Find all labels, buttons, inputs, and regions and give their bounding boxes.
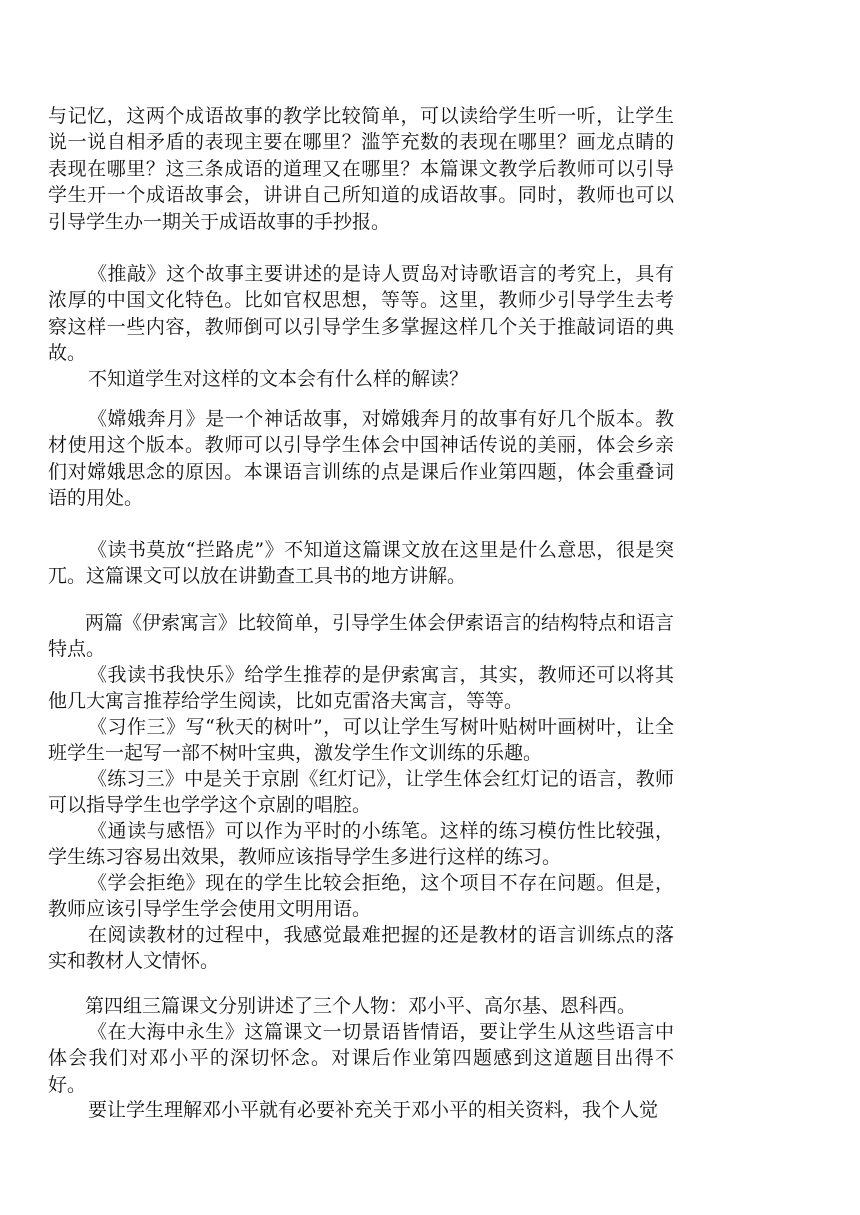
paragraph-reading-tiger: 《读书莫放“拦路虎”》不知道这篇课文放在这里是什么意思，很是突兀。这篇课文可以放在讲勤查工具书的地方讲解。 <box>48 539 674 588</box>
paragraph-practice-three: 《练习三》中是关于京剧《红灯记》，让学生体会红灯记的语言，教师可以指导学生也学学这个京剧的唱腔。 <box>48 768 674 817</box>
paragraph-idiom-stories: 与记忆，这两个成语故事的教学比较简单，可以读给学生听一听，让学生说一说自相矛盾的表现主要在哪里？滥竽充数的表现在哪里？画龙点睛的表现在哪里？这三条成语的道理又在哪里？本篇课文教学后教师可以引导学生开一个成语故事会，讲讲自己所知道的成语故事。同时，教师也可以引导学生办一期关于成语故事的手抄报。 <box>48 105 674 233</box>
paragraph-learn-to-refuse: 《学会拒绝》现在的学生比较会拒绝，这个项目不存在问题。但是，教师应该引导学生学会使用文明用语。 <box>48 872 674 921</box>
paragraph-eternal-sea: 《在大海中永生》这篇课文一切景语皆情语，要让学生从这些语言中体会我们对邓小平的深切怀念。对课后作业第四题感到这道题目出得不好。 <box>48 1021 674 1096</box>
paragraph-aesop-fables: 两篇《伊索寓言》比较简单，引导学生体会伊索语言的结构特点和语言特点。 <box>48 612 675 661</box>
paragraph-chang-e: 《嫦娥奔月》是一个神话故事，对嫦娥奔月的故事有好几个版本。教材使用这个版本。教师可以引导学生体会中国神话传说的美丽，体会乡亲们对嫦娥思念的原因。本课语言训练的点是课后作业第四题，体会重叠词语的用处。 <box>48 408 674 510</box>
paragraph-group-four: 第四组三篇课文分别讲述了三个人物：邓小平、高尔基、恩科西。 <box>85 995 637 1017</box>
paragraph-reading-happiness: 《我读书我快乐》给学生推荐的是伊索寓言，其实，教师还可以将其他几大寓言推荐给学生阅读，比如克雷洛夫寓言，等等。 <box>48 664 674 713</box>
paragraph-deng-xiaoping-materials: 要让学生理解邓小平就有必要补充关于邓小平的相关资料，我个人觉 <box>88 1099 659 1121</box>
paragraph-reflection: 在阅读教材的过程中，我感觉最难把握的还是教材的语言训练点的落实和教材人文情怀。 <box>48 924 674 973</box>
paragraph-exercise-three-writing: 《习作三》写“秋天的树叶”，可以让学生写树叶贴树叶画树叶，让全班学生一起写一部不树叶宝典，激发学生作文训练的乐趣。 <box>48 716 674 765</box>
paragraph-tui-qiao: 《推敲》这个故事主要讲述的是诗人贾岛对诗歌语言的考究上，具有浓厚的中国文化特色。比如官权思想，等等。这里，教师少引导学生去考察这样一些内容，教师倒可以引导学生多掌握这样几个关于推敲词语的典故。 <box>48 263 674 365</box>
paragraph-reader-question: 不知道学生对这样的文本会有什么样的解读？ <box>88 368 469 390</box>
paragraph-reading-comprehension: 《通读与感悟》可以作为平时的小练笔。这样的练习模仿性比较强，学生练习容易出效果，教师应该指导学生多进行这样的练习。 <box>48 820 674 869</box>
